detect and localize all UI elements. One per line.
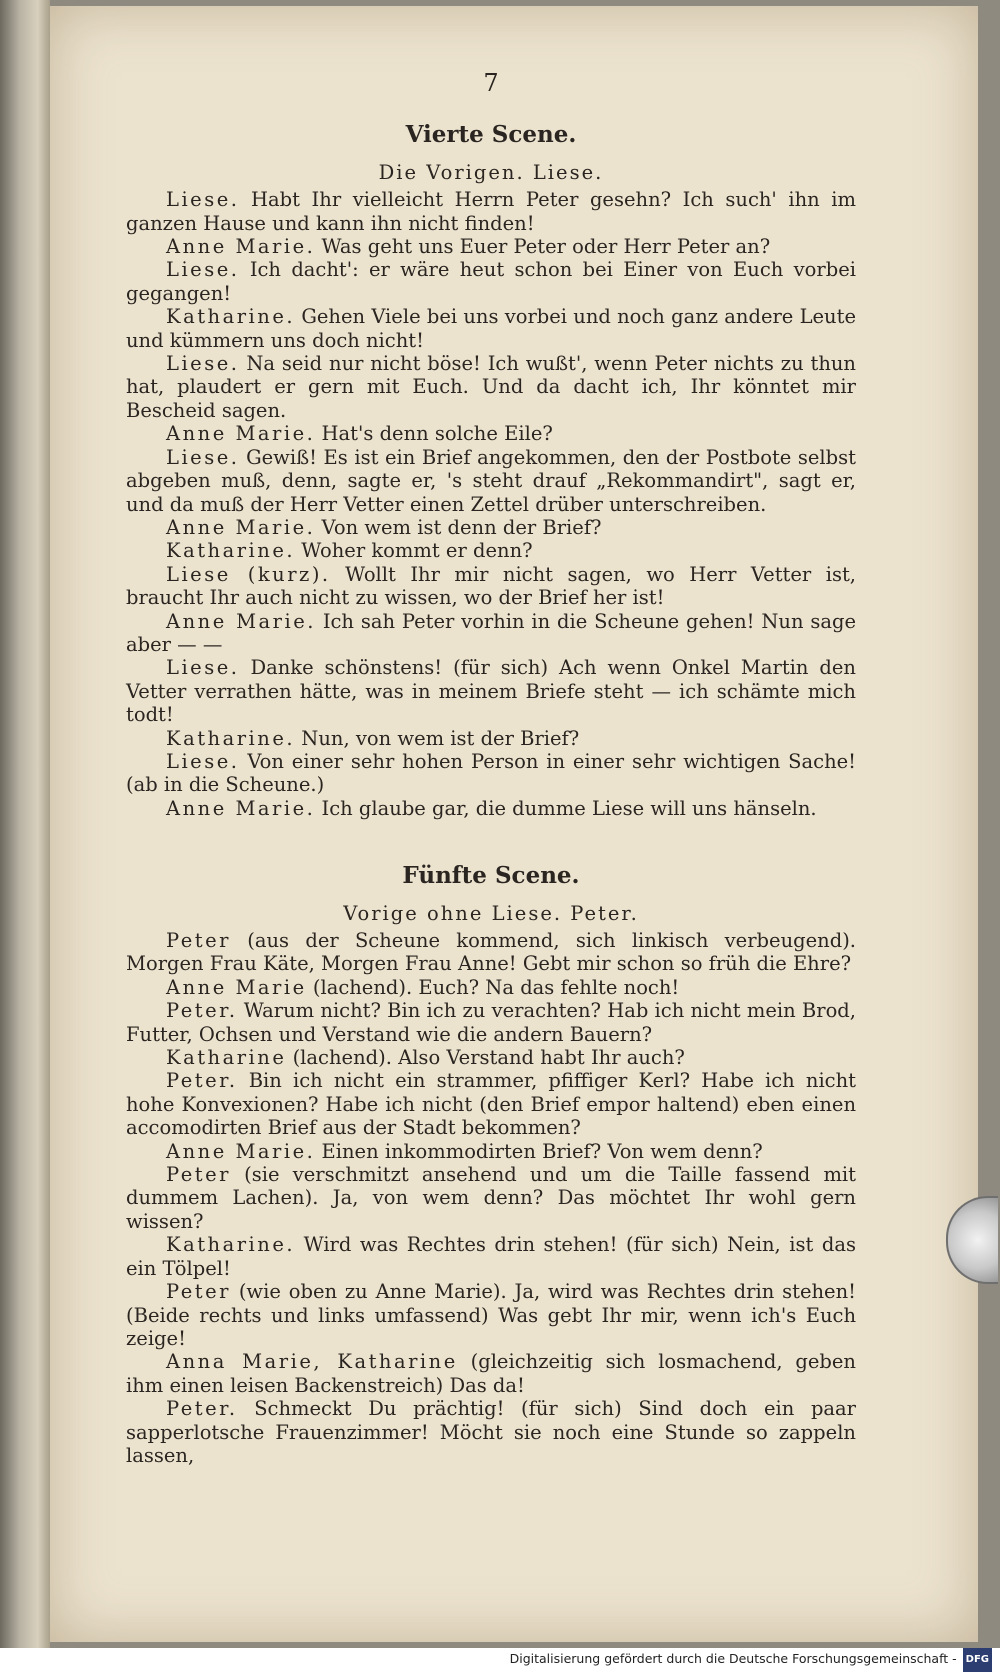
- dialogue-line: [126, 305, 856, 352]
- dialogue-text: Bin ich nicht ein strammer, pfiffiger Kerl? Habe ich nicht hohe Konvexionen? Habe ich nicht (den Brief empor haltend) eben einen accomodirten Brief aus der Stadt bekommen?: [126, 1069, 856, 1140]
- speaker-name: Liese (kurz).: [166, 562, 331, 586]
- dialogue-text: (gleichzeitig sich losmachend, geben ihm einen leisen Backenstreich) Das da!: [126, 1350, 856, 1397]
- scene-4-stage-direction: Die Vorigen. Liese.: [378, 160, 604, 184]
- dialogue-line: [126, 1140, 856, 1163]
- speaker-name: Peter: [166, 1163, 231, 1187]
- dialogue-line: [126, 929, 856, 976]
- dialogue-line: [126, 727, 856, 750]
- dialogue-line: [126, 1397, 856, 1467]
- dialogue-line: [126, 516, 856, 539]
- dialogue-line: [126, 1163, 856, 1233]
- speaker-name: Anne Marie.: [166, 1139, 316, 1163]
- dialogue-line: [126, 610, 856, 657]
- speaker-name: Liese.: [166, 352, 240, 376]
- dialogue-line: [126, 1046, 856, 1069]
- dialogue-line: [126, 1233, 856, 1280]
- speaker-name: Katharine.: [166, 1233, 296, 1257]
- dialogue-text: Nun, von wem ist der Brief?: [301, 726, 580, 750]
- dialogue-line: [126, 1069, 856, 1139]
- dialogue-text: Warum nicht? Bin ich zu verachten? Hab ich nicht mein Brod, Futter, Ochsen und Verstand wie die andern Bauern?: [126, 999, 856, 1046]
- dialogue-line: [126, 422, 856, 445]
- speaker-name: Anne Marie.: [166, 515, 316, 539]
- dialogue-line: [126, 539, 856, 562]
- dialogue-text: Hat's denn solche Eile?: [321, 422, 553, 446]
- dialogue-text: Von wem ist denn der Brief?: [321, 515, 602, 539]
- speaker-name: Katharine.: [166, 726, 296, 750]
- dialogue-line: [126, 563, 856, 610]
- book-spine: [0, 0, 50, 1648]
- speaker-name: Anne Marie.: [166, 796, 316, 820]
- dialogue-line: [126, 258, 856, 305]
- dialogue-text: Habt Ihr vielleicht Herrn Peter gesehn? Ich such' ihn im ganzen Hause und kann ihn nicht finden!: [126, 188, 856, 235]
- scene-4-dialogue: [126, 188, 856, 820]
- dialogue-text: (sie verschmitzt ansehend und um die Taille fassend mit dummem Lachen). Ja, von wem denn? Das möchtet Ihr wohl gern wissen?: [126, 1163, 857, 1233]
- speaker-name: Liese.: [166, 445, 240, 469]
- speaker-name: Peter: [166, 929, 231, 952]
- scene-5-stage-direction: Vorige ohne Liese. Peter.: [343, 901, 639, 925]
- dialogue-line: [126, 797, 856, 820]
- dialogue-text: Danke schönstens! (für sich) Ach wenn Onkel Martin den Vetter verrathen hätte, was in meinem Briefe steht — ich schämte mich todt!: [126, 656, 856, 727]
- speaker-name: Anne Marie.: [166, 235, 316, 259]
- digitization-footer: [0, 1648, 1000, 1670]
- scene-4-title: Vierte Scene.: [405, 121, 577, 149]
- dialogue-line: [126, 999, 856, 1046]
- dialogue-line: [126, 188, 856, 235]
- speaker-name: Anna Marie, Katharine: [166, 1350, 458, 1374]
- speaker-name: Katharine.: [166, 539, 296, 563]
- speaker-name: Katharine.: [166, 305, 296, 329]
- dfg-logo: DFG: [963, 1648, 992, 1672]
- speaker-name: Katharine: [166, 1046, 287, 1070]
- dialogue-text: Was geht uns Euer Peter oder Herr Peter an?: [321, 235, 771, 259]
- speaker-name: Peter.: [166, 1069, 238, 1093]
- dialogue-line: [126, 235, 856, 258]
- dialogue-line: [126, 1280, 856, 1350]
- dialogue-text: Von einer sehr hohen Person in einer sehr wichtigen Sache! (ab in die Scheune.): [126, 749, 857, 797]
- dialogue-text: (lachend). Also Verstand habt Ihr auch?: [292, 1046, 685, 1070]
- speaker-name: Liese.: [166, 656, 240, 680]
- page-number: 7: [483, 69, 499, 97]
- speaker-name: Peter.: [166, 1397, 238, 1421]
- dialogue-text: Woher kommt er denn?: [301, 539, 533, 563]
- dialogue-text: (lachend). Euch? Na das fehlte noch!: [312, 975, 680, 999]
- dialogue-text: Gehen Viele bei uns vorbei und noch ganz andere Leute und kümmern uns doch nicht!: [126, 305, 856, 352]
- dialogue-text: Gewiß! Es ist ein Brief angekommen, den der Postbote selbst abgeben muß, denn, sagte er, 's steht drauf „Rekommandirt", sagt er, und da muß der Herr Vetter einen Zettel drüber unterschreiben.: [126, 445, 856, 516]
- dialogue-line: [126, 656, 856, 726]
- dialogue-line: [126, 1350, 856, 1397]
- dialogue-line: [126, 750, 856, 797]
- dialogue-text: Ich dacht': er wäre heut schon bei Einer von Euch vorbei gegangen!: [126, 258, 856, 305]
- speaker-name: Peter: [166, 1280, 231, 1304]
- dialogue-text: Ich glaube gar, die dumme Liese will uns hänseln.: [321, 796, 817, 820]
- speaker-name: Liese.: [166, 188, 240, 212]
- dialogue-text: Wollt Ihr mir nicht sagen, wo Herr Vetter ist, braucht Ihr auch nicht zu wissen, wo der Brief her ist!: [126, 562, 856, 610]
- dialogue-text: Einen inkommodirten Brief? Von wem denn?: [321, 1139, 763, 1163]
- dialogue-line: [126, 976, 856, 999]
- dialogue-line: [126, 352, 856, 422]
- dialogue-text: Na seid nur nicht böse! Ich wußt', wenn Peter nichts zu thun hat, plaudert er gern mit Euch. Und da dacht ich, Ihr könntet mir Bescheid sagen.: [126, 352, 856, 422]
- footer-credit-text: Digitalisierung gefördert durch die Deutsche Forschungsgemeinschaft -: [509, 1651, 957, 1666]
- dialogue-text: (aus der Scheune kommend, sich linkisch verbeugend). Morgen Frau Käte, Morgen Frau Anne! Gebt mir schon so früh die Ehre?: [126, 929, 856, 976]
- dialogue-text: (wie oben zu Anne Marie). Ja, wird was Rechtes drin stehen! (Beide rechts und links umfassend) Was gebt Ihr mir, wenn ich's Euch zeige!: [126, 1280, 856, 1350]
- speaker-name: Anne Marie.: [166, 422, 316, 446]
- speaker-name: Liese.: [166, 258, 240, 282]
- dialogue-text: Schmeckt Du prächtig! (für sich) Sind doch ein paar sapperlotsche Frauenzimmer! Möcht sie noch eine Stunde so zappeln lassen,: [126, 1397, 856, 1467]
- dialogue-text: Ich sah Peter vorhin in die Scheune gehen! Nun sage aber — —: [126, 609, 857, 656]
- scene-5-dialogue: [126, 929, 856, 1467]
- speaker-name: Peter.: [166, 999, 238, 1023]
- dialogue-text: Wird was Rechtes drin stehen! (für sich) Nein, ist das ein Tölpel!: [126, 1233, 856, 1280]
- speaker-name: Anne Marie: [166, 975, 307, 999]
- speaker-name: Liese.: [166, 749, 240, 773]
- scene-5-title: Fünfte Scene.: [402, 862, 580, 890]
- page-content: [126, 69, 857, 1467]
- dialogue-line: [126, 446, 856, 516]
- speaker-name: Anne Marie.: [166, 609, 316, 633]
